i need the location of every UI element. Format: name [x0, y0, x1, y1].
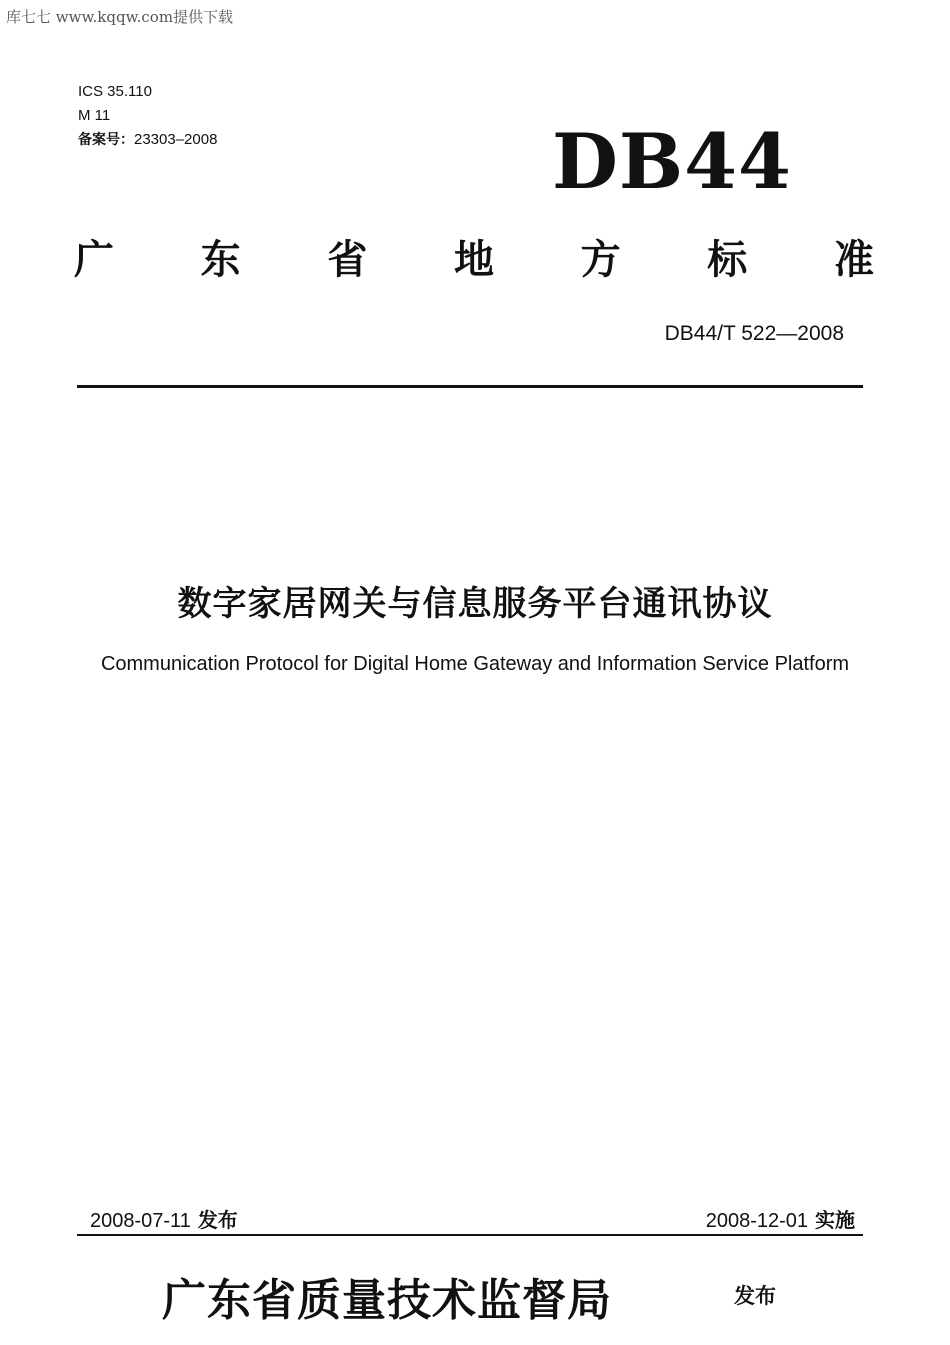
standard-number: DB44/T 522—2008 — [664, 322, 844, 345]
issue-date: 2008-07-11 — [90, 1210, 191, 1232]
filing-number-line — [78, 128, 217, 152]
standard-type-char: 东 — [200, 237, 241, 283]
classification-block — [78, 80, 217, 152]
filing-number-value: 23303–2008 — [134, 131, 218, 148]
implementation-date-line — [706, 1204, 855, 1233]
standard-type-heading — [74, 232, 874, 288]
implementation-label: 实施 — [808, 1208, 855, 1232]
download-watermark: 库七七 www.kqqw.com提供下载 — [6, 8, 234, 26]
implementation-date: 2008-12-01 — [705, 1210, 809, 1232]
ics-code: ICS 35.110 — [78, 83, 152, 100]
standard-type-char: 广 — [74, 237, 114, 283]
classification-code: M 11 — [78, 107, 111, 124]
title-english: Communication Protocol for Digital Home Gateway and Information Service Platform — [100, 653, 850, 675]
standard-type-char: 准 — [833, 237, 874, 283]
bottom-divider — [77, 1234, 863, 1236]
db-code-logo: DB44 — [552, 117, 792, 206]
issue-label: 发布 — [190, 1208, 238, 1232]
top-divider — [77, 385, 863, 388]
issue-date-line — [90, 1204, 238, 1233]
standard-type-char: 地 — [453, 237, 494, 283]
issuing-authority-suffix: 发布 — [734, 1284, 776, 1308]
filing-number-label: 备案号： — [78, 132, 134, 148]
standard-type-char: 方 — [580, 237, 621, 283]
issuing-authority: 广东省质量技术监督局 — [162, 1275, 612, 1326]
title-chinese: 数字家居网关与信息服务平台通讯协议 — [177, 584, 773, 624]
standard-type-char: 省 — [327, 237, 368, 283]
standard-type-char: 标 — [707, 237, 748, 283]
